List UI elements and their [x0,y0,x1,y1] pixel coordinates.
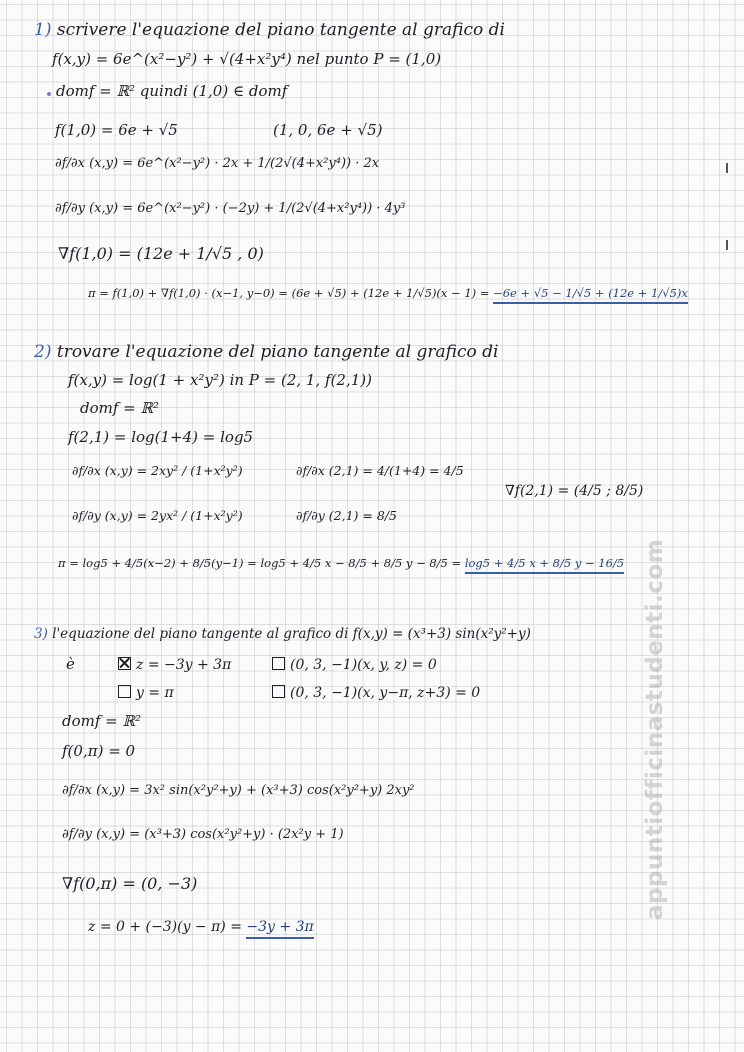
checkbox-icon[interactable] [118,685,131,698]
plane-result: −6e + √5 − 1/√5 + (12e + 1/√5)x [493,286,688,304]
function-value: f(1,0) = 6e + √5 [55,121,178,139]
partial-derivative-y: ∂f/∂y (x,y) = (x³+3) cos(x²y²+y) · (2x²y + 1) [62,827,344,842]
plane-result: −3y + 3π [246,919,313,939]
checkbox-icon[interactable] [272,685,285,698]
function-value: f(2,1) = log(1+4) = log5 [68,428,254,446]
plane-derivation: π = log5 + 4/5(x−2) + 8/5(y−1) = log5 + 4/5 x − 8/5 + 8/5 y − 8/5 = [58,556,462,570]
tangent-point: (1, 0, 6e + √5) [273,121,383,139]
exercise-number: 2) [34,342,52,362]
function-definition: f(x,y) = log(1 + x²y²) in P = (2, 1, f(2,1)) [68,371,372,389]
page-edge-mark [726,163,728,173]
exercise-2-heading [34,344,498,361]
partial-derivative-y-value: ∂f/∂y (2,1) = 8/5 [296,508,397,523]
function-value: f(0,π) = 0 [62,742,136,760]
partial-derivative-x: ∂f/∂x (x,y) = 2xy² / (1+x²y²) [72,463,243,478]
gradient: ∇f(2,1) = (4/5 ; 8/5) [505,483,644,499]
function-definition: f(x,y) = 6e^(x²−y²) + √(4+x²y⁴) nel punto P = (1,0) [52,50,442,68]
plane-derivation: z = 0 + (−3)(y − π) = [88,919,242,935]
option-2[interactable] [272,657,437,672]
exercise-prompt: trovare l'equazione del piano tangente al grafico di [56,342,499,362]
checked-checkbox-icon[interactable] [118,657,131,670]
exercise-1-heading [34,22,505,39]
partial-derivative-x-value: ∂f/∂x (2,1) = 4/(1+4) = 4/5 [296,463,464,478]
partial-derivative-x: ∂f/∂x (x,y) = 6e^(x²−y²) · 2x + 1/(2√(4+x²y⁴)) · 2x [55,156,380,171]
partial-derivative-y: ∂f/∂y (x,y) = 2yx² / (1+x²y²) [72,508,243,523]
verb: è [66,655,75,673]
partial-derivative-x: ∂f/∂x (x,y) = 3x² sin(x²y²+y) + (x³+3) cos(x²y²+y) 2xy² [62,783,415,798]
domain-line: domf = ℝ² [62,712,141,730]
option-1[interactable] [118,657,231,672]
tangent-plane-equation [88,920,314,934]
gradient: ∇f(1,0) = (12e + 1/√5 , 0) [58,244,264,263]
option-label: (0, 3, −1)(x, y−π, z+3) = 0 [290,685,481,701]
gradient: ∇f(0,π) = (0, −3) [62,874,198,893]
page-edge-mark [726,240,728,250]
option-4[interactable] [272,685,480,700]
partial-derivative-y: ∂f/∂y (x,y) = 6e^(x²−y²) · (−2y) + 1/(2√(4+x²y⁴)) · 4y³ [55,201,406,216]
plane-derivation: π = f(1,0) + ∇f(1,0) · (x−1, y−0) = (6e + √5) + (12e + 1/√5)(x − 1) = [88,286,490,300]
checkbox-icon[interactable] [272,657,285,670]
tangent-plane-equation [88,288,688,300]
tangent-plane-equation [58,558,624,570]
option-3[interactable] [118,685,174,700]
option-label: (0, 3, −1)(x, y, z) = 0 [290,657,437,673]
exercise-prompt: scrivere l'equazione del piano tangente al grafico di [56,20,505,40]
exercise-number: 3) [34,626,48,642]
watermark: appuntiofficinastudenti.com [642,538,668,920]
plane-result: log5 + 4/5 x + 8/5 y − 16/5 [465,556,624,574]
exercise-number: 1) [34,20,52,40]
exercise-3-heading [34,628,531,642]
exercise-prompt: l'equazione del piano tangente al grafico di f(x,y) = (x³+3) sin(x²y²+y) [52,626,531,642]
domain-line: domf = ℝ² quindi (1,0) ∈ domf [56,82,288,100]
option-label: z = −3y + 3π [136,657,232,673]
domain-line: domf = ℝ² [80,399,159,417]
option-label: y = π [136,685,174,701]
bullet [47,92,51,96]
